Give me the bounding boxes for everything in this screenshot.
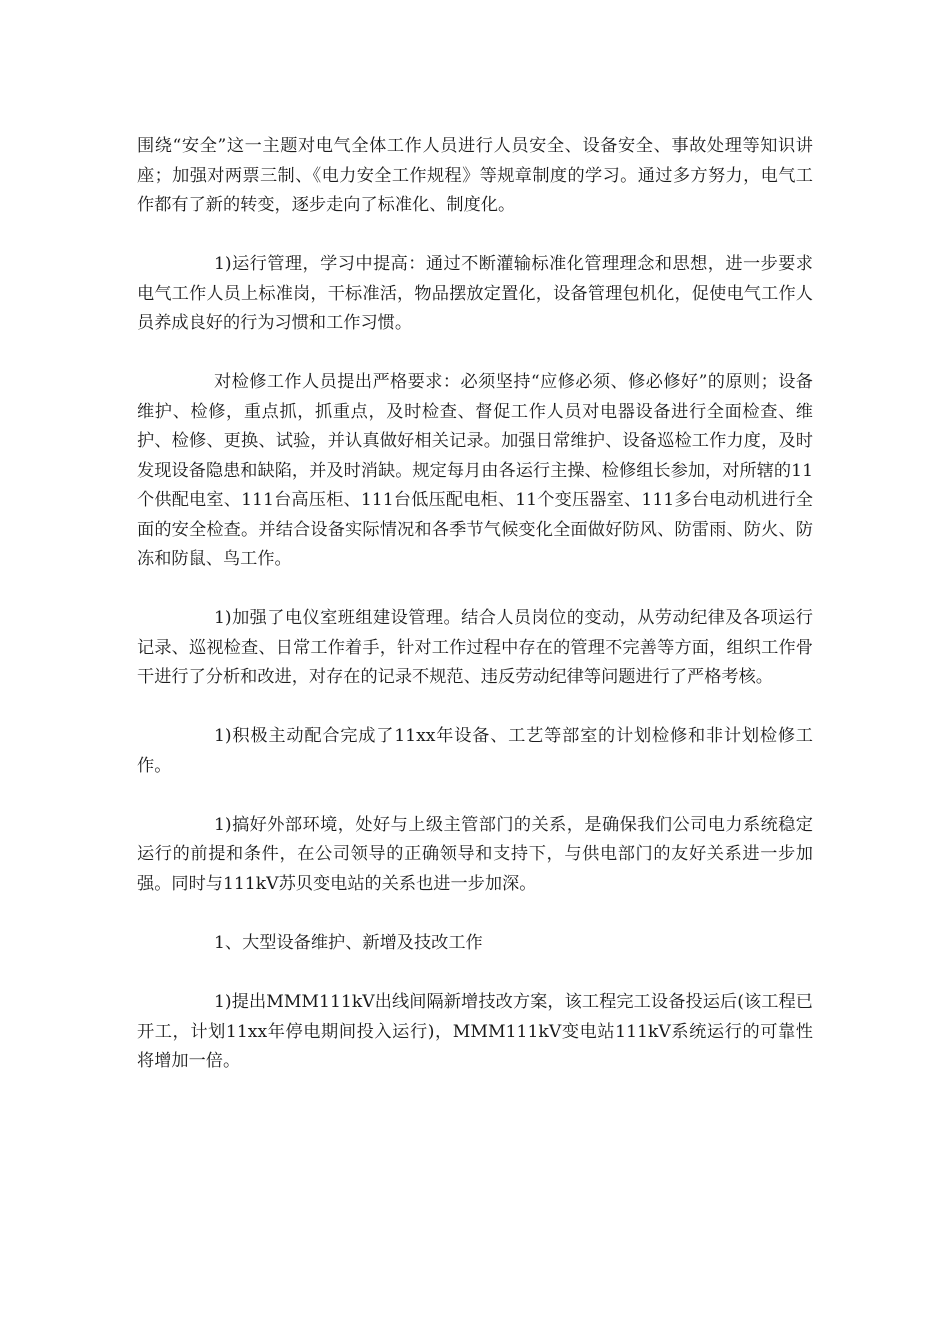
section-heading-equipment-maintenance: 1、大型设备维护、新增及技改工作 [214, 933, 483, 954]
paragraph-maintenance-requirements: 对检修工作人员提出严格要求：必须坚持“应修必须、修必修好”的原则；设备维护、检修，重点抓，抓重点，及时检查、督促工作人员对电器设备进行全面检查、维护、检修、更换、试验，并认真做好相关记录。加强日常维护、设备巡检工作力度，及时发现设备隐患和缺陷，并及时消缺。规定每月由各运行主操、检修组长参加，对所辖的11个供配电室、111台高压柜、111台低压配电柜、11个变压器室、111多台电动机进行全面的安全检查。并结合设备实际情况和各季节气候变化全面做好防风、防雷雨、防火、防冻和防鼠、鸟工作。 [137, 372, 813, 570]
paragraph-team-building: 1)加强了电仪室班组建设管理。结合人员岗位的变动，从劳动纪律及各项运行记录、巡视检查、日常工作着手，针对工作过程中存在的管理不完善等方面，组织工作骨干进行了分析和改进，对存在的记录不规范、违反劳动纪律等问题进行了严格考核。 [137, 608, 813, 688]
paragraph-safety-training: 围绕“安全”这一主题对电气全体工作人员进行人员安全、设备安全、事故处理等知识讲座；加强对两票三制、《电力安全工作规程》等规章制度的学习。通过多方努力，电气工作都有了新的转变，逐步走向了标准化、制度化。 [137, 136, 813, 215]
paragraph-technical-upgrade: 1)提出MMM111kV出线间隔新增技改方案，该工程完工设备投运后(该工程已开工，计划11xx年停电期间投入运行)，MMM111kV变电站111kV系统运行的可靠性将增加一倍。 [137, 992, 813, 1072]
paragraph-operation-management: 1)运行管理，学习中提高：通过不断灌输标准化管理理念和思想，进一步要求电气工作人员上标准岗，干标准活，物品摆放定置化，设备管理包机化，促使电气工作人员养成良好的行为习惯和工作习惯。 [137, 254, 813, 334]
paragraph-planned-maintenance: 1)积极主动配合完成了11xx年设备、工艺等部室的计划检修和非计划检修工作。 [137, 726, 813, 776]
paragraph-external-relations: 1)搞好外部环境，处好与上级主管部门的关系，是确保我们公司电力系统稳定运行的前提和条件，在公司领导的正确领导和支持下，与供电部门的友好关系进一步加强。同时与111kV苏贝变电站的关系也进一步加深。 [137, 814, 813, 894]
document-body [137, 132, 813, 1106]
